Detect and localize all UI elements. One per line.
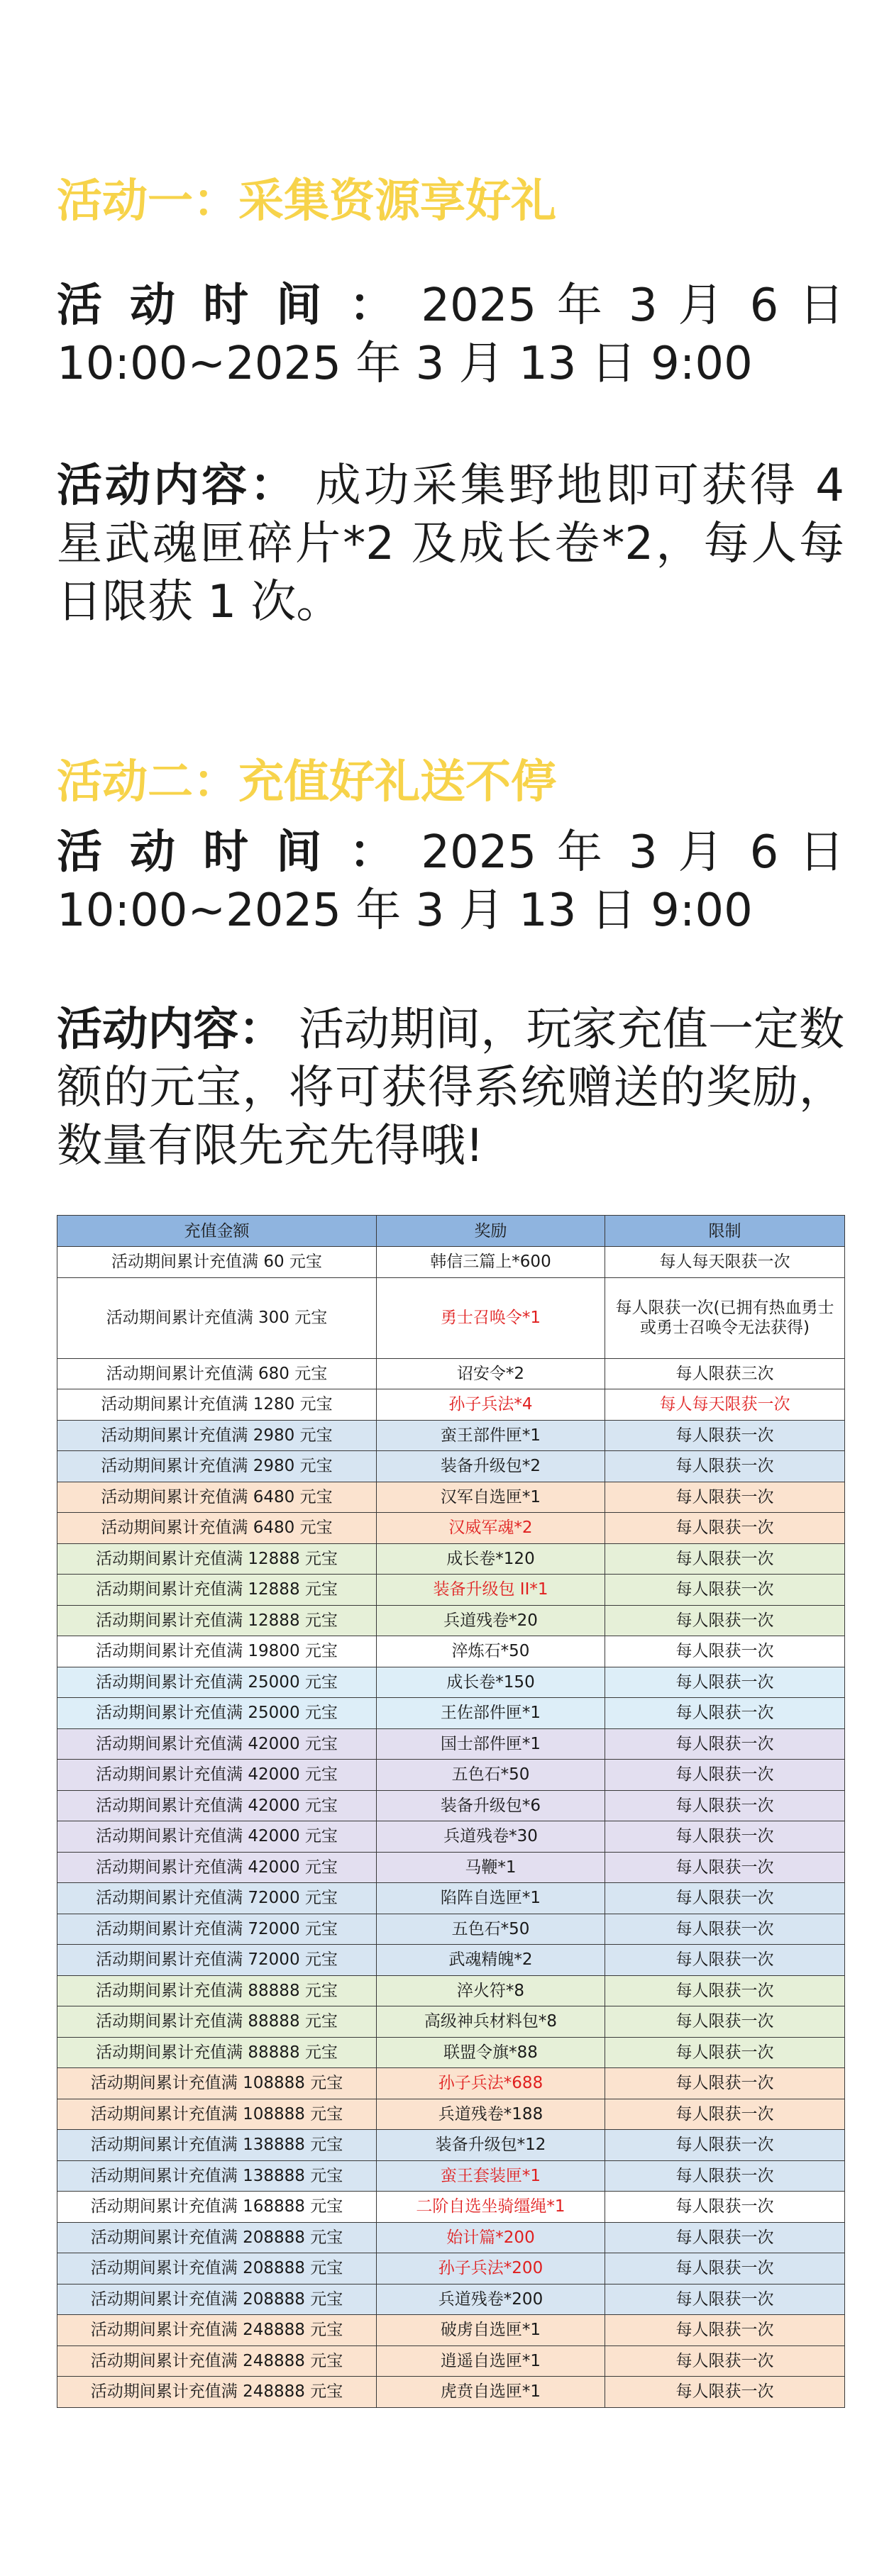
- limit-cell: 每人限获一次: [605, 1945, 845, 1976]
- table-row: [57, 1358, 845, 1389]
- limit-cell: 每人限获一次: [605, 1636, 845, 1667]
- limit-cell: 每人限获一次: [605, 2222, 845, 2253]
- limit-cell: 每人限获一次: [605, 2253, 845, 2284]
- reward-cell: 蛮王套装匣*1: [377, 2160, 605, 2192]
- header-limit: 限制: [605, 1216, 845, 1247]
- activity2-content-value: 活动期间，玩家充值一定数额的元宝，将可获得系统赠送的奖励，数量有限先充先得哦!: [57, 1004, 845, 1172]
- activity2-title: 活动二：充值好礼送不停: [57, 756, 556, 809]
- limit-cell: 每人限获一次: [605, 1575, 845, 1606]
- limit-cell: 每人限获一次: [605, 2377, 845, 2408]
- table-row: [57, 2160, 845, 2192]
- limit-cell: 每人限获三次: [605, 1358, 845, 1389]
- limit-cell: 每人限获一次: [605, 1605, 845, 1636]
- amount-cell: 活动期间累计充值满 88888 元宝: [57, 2037, 377, 2068]
- amount-cell: 活动期间累计充值满 168888 元宝: [57, 2192, 377, 2223]
- amount-cell: 活动期间累计充值满 248888 元宝: [57, 2377, 377, 2408]
- amount-cell: 活动期间累计充值满 72000 元宝: [57, 1883, 377, 1914]
- limit-cell: 每人限获一次: [605, 2192, 845, 2223]
- reward-cell: 逍遥自选匣*1: [377, 2345, 605, 2377]
- reward-cell: 装备升级包*12: [377, 2130, 605, 2161]
- reward-cell: 孙子兵法*4: [377, 1389, 605, 1421]
- amount-cell: 活动期间累计充值满 248888 元宝: [57, 2315, 377, 2346]
- amount-cell: 活动期间累计充值满 42000 元宝: [57, 1760, 377, 1791]
- amount-cell: 活动期间累计充值满 25000 元宝: [57, 1698, 377, 1729]
- limit-cell: 每人限获一次: [605, 2345, 845, 2377]
- limit-cell: 每人每天限获一次: [605, 1389, 845, 1421]
- table-row: [57, 1513, 845, 1544]
- limit-cell: 每人限获一次: [605, 1698, 845, 1729]
- limit-cell: 每人限获一次: [605, 1667, 845, 1698]
- table-row: [57, 1975, 845, 2006]
- amount-cell: 活动期间累计充值满 208888 元宝: [57, 2222, 377, 2253]
- limit-cell: 每人限获一次: [605, 2284, 845, 2315]
- table-row: [57, 1698, 845, 1729]
- reward-cell: 始计篇*200: [377, 2222, 605, 2253]
- amount-cell: 活动期间累计充值满 42000 元宝: [57, 1821, 377, 1853]
- activity2-time-value: 2025 年 3 月 6 日 10:00~2025 年 3 月 13 日 9:00: [57, 826, 845, 937]
- amount-cell: 活动期间累计充值满 42000 元宝: [57, 1790, 377, 1821]
- table-row: [57, 1575, 845, 1606]
- table-row: [57, 2192, 845, 2223]
- table-row: [57, 1667, 845, 1698]
- limit-cell: 每人限获一次: [605, 1883, 845, 1914]
- amount-cell: 活动期间累计充值满 72000 元宝: [57, 1945, 377, 1976]
- reward-cell: 汉军自选匣*1: [377, 1482, 605, 1513]
- table-row: [57, 2345, 845, 2377]
- amount-cell: 活动期间累计充值满 12888 元宝: [57, 1575, 377, 1606]
- reward-cell: 兵道残卷*20: [377, 1605, 605, 1636]
- amount-cell: 活动期间累计充值满 2980 元宝: [57, 1451, 377, 1482]
- reward-cell: 孙子兵法*200: [377, 2253, 605, 2284]
- amount-cell: 活动期间累计充值满 6480 元宝: [57, 1513, 377, 1544]
- amount-cell: 活动期间累计充值满 88888 元宝: [57, 2006, 377, 2038]
- reward-cell: 淬炼石*50: [377, 1636, 605, 1667]
- limit-cell: 每人限获一次: [605, 1914, 845, 1945]
- reward-cell: 汉威军魂*2: [377, 1513, 605, 1544]
- reward-cell: 兵道残卷*30: [377, 1821, 605, 1853]
- limit-cell: 每人限获一次: [605, 2315, 845, 2346]
- amount-cell: 活动期间累计充值满 138888 元宝: [57, 2160, 377, 2192]
- reward-cell: 装备升级包*2: [377, 1451, 605, 1482]
- table-row: [57, 1883, 845, 1914]
- table-body: [57, 1247, 845, 2408]
- reward-cell: 装备升级包*6: [377, 1790, 605, 1821]
- reward-cell: 蛮王部件匣*1: [377, 1420, 605, 1451]
- table-row: [57, 2315, 845, 2346]
- reward-cell: 成长卷*150: [377, 1667, 605, 1698]
- table-row: [57, 2130, 845, 2161]
- limit-cell: 每人限获一次: [605, 2037, 845, 2068]
- activity2-content: [57, 1001, 844, 1175]
- limit-cell: 每人限获一次: [605, 1728, 845, 1760]
- activity1-content-value: 成功采集野地即可获得 4 星武魂匣碎片*2 及成长卷*2，每人每日限获 1 次。: [57, 460, 845, 628]
- table-row: [57, 1543, 845, 1575]
- table-row: [57, 1420, 845, 1451]
- reward-cell: 陷阵自选匣*1: [377, 1883, 605, 1914]
- reward-cell: 淬火符*8: [377, 1975, 605, 2006]
- table-row: [57, 1605, 845, 1636]
- amount-cell: 活动期间累计充值满 12888 元宝: [57, 1543, 377, 1575]
- amount-cell: 活动期间累计充值满 19800 元宝: [57, 1636, 377, 1667]
- table-row: [57, 1760, 845, 1791]
- table-row: [57, 1451, 845, 1482]
- reward-cell: 孙子兵法*688: [377, 2068, 605, 2099]
- table-row: [57, 1728, 845, 1760]
- activity1-time-value: 2025 年 3 月 6 日 10:00~2025 年 3 月 13 日 9:00: [57, 279, 845, 390]
- amount-cell: 活动期间累计充值满 680 元宝: [57, 1358, 377, 1389]
- limit-cell: 每人限获一次: [605, 1420, 845, 1451]
- amount-cell: 活动期间累计充值满 12888 元宝: [57, 1605, 377, 1636]
- reward-cell: 破虏自选匣*1: [377, 2315, 605, 2346]
- limit-cell: 每人限获一次: [605, 1543, 845, 1575]
- rewards-table: [57, 1215, 845, 2408]
- table-row: [57, 2037, 845, 2068]
- header-reward: 奖励: [377, 1216, 605, 1247]
- reward-cell: 国士部件匣*1: [377, 1728, 605, 1760]
- reward-cell: 王佐部件匣*1: [377, 1698, 605, 1729]
- activity2-content-label: 活动内容：: [57, 1004, 285, 1056]
- table-row: [57, 1636, 845, 1667]
- limit-cell: 每人限获一次: [605, 1821, 845, 1853]
- amount-cell: 活动期间累计充值满 138888 元宝: [57, 2130, 377, 2161]
- amount-cell: 活动期间累计充值满 108888 元宝: [57, 2099, 377, 2130]
- amount-cell: 活动期间累计充值满 72000 元宝: [57, 1914, 377, 1945]
- reward-cell: 诏安令*2: [377, 1358, 605, 1389]
- limit-cell: 每人限获一次: [605, 1513, 845, 1544]
- amount-cell: 活动期间累计充值满 108888 元宝: [57, 2068, 377, 2099]
- limit-cell: 每人限获一次: [605, 1975, 845, 2006]
- amount-cell: 活动期间累计充值满 208888 元宝: [57, 2253, 377, 2284]
- amount-cell: 活动期间累计充值满 42000 元宝: [57, 1852, 377, 1883]
- amount-cell: 活动期间累计充值满 88888 元宝: [57, 1975, 377, 2006]
- table-row: [57, 1790, 845, 1821]
- table-row: [57, 1482, 845, 1513]
- amount-cell: 活动期间累计充值满 6480 元宝: [57, 1482, 377, 1513]
- activity1-time: [57, 277, 844, 393]
- table-row: [57, 1277, 845, 1358]
- table-row: [57, 1821, 845, 1853]
- table-row: [57, 2006, 845, 2038]
- limit-cell: 每人限获一次: [605, 2130, 845, 2161]
- limit-cell: 每人限获一次: [605, 1482, 845, 1513]
- table-row: [57, 1389, 845, 1421]
- limit-cell: 每人限获一次: [605, 1852, 845, 1883]
- reward-cell: 虎贲自选匣*1: [377, 2377, 605, 2408]
- reward-cell: 二阶自选坐骑缰绳*1: [377, 2192, 605, 2223]
- reward-cell: 马鞭*1: [377, 1852, 605, 1883]
- limit-cell: 每人限获一次: [605, 1760, 845, 1791]
- amount-cell: 活动期间累计充值满 25000 元宝: [57, 1667, 377, 1698]
- limit-cell: 每人限获一次: [605, 2068, 845, 2099]
- limit-cell: 每人每天限获一次: [605, 1247, 845, 1278]
- reward-cell: 兵道残卷*188: [377, 2099, 605, 2130]
- activity1-time-label: 活 动 时 间 ：: [57, 279, 401, 332]
- table-row: [57, 1247, 845, 1278]
- reward-cell: 五色石*50: [377, 1914, 605, 1945]
- amount-cell: 活动期间累计充值满 1280 元宝: [57, 1389, 377, 1421]
- activity1-content: [57, 457, 844, 631]
- activity2-time-label: 活 动 时 间 ：: [57, 826, 401, 879]
- table-row: [57, 1945, 845, 1976]
- reward-cell: 装备升级包 II*1: [377, 1575, 605, 1606]
- limit-cell: 每人限获一次: [605, 1790, 845, 1821]
- table-row: [57, 2099, 845, 2130]
- limit-cell: 每人限获一次: [605, 2160, 845, 2192]
- limit-cell: 每人限获一次: [605, 2099, 845, 2130]
- reward-cell: 五色石*50: [377, 1760, 605, 1791]
- amount-cell: 活动期间累计充值满 60 元宝: [57, 1247, 377, 1278]
- table-row: [57, 2253, 845, 2284]
- reward-cell: 联盟令旗*88: [377, 2037, 605, 2068]
- reward-cell: 兵道残卷*200: [377, 2284, 605, 2315]
- amount-cell: 活动期间累计充值满 42000 元宝: [57, 1728, 377, 1760]
- limit-cell: 每人限获一次: [605, 2006, 845, 2038]
- table-row: [57, 2068, 845, 2099]
- reward-cell: 勇士召唤令*1: [377, 1277, 605, 1358]
- reward-cell: 成长卷*120: [377, 1543, 605, 1575]
- activity1-title: 活动一：采集资源享好礼: [57, 175, 556, 228]
- amount-cell: 活动期间累计充值满 300 元宝: [57, 1277, 377, 1358]
- amount-cell: 活动期间累计充值满 208888 元宝: [57, 2284, 377, 2315]
- table-row: [57, 2377, 845, 2408]
- amount-cell: 活动期间累计充值满 2980 元宝: [57, 1420, 377, 1451]
- reward-cell: 高级神兵材料包*8: [377, 2006, 605, 2038]
- table-row: [57, 2284, 845, 2315]
- table-row: [57, 2222, 845, 2253]
- table-row: [57, 1914, 845, 1945]
- activity2-time: [57, 823, 844, 940]
- table-header-row: [57, 1216, 845, 1247]
- limit-cell: 每人限获一次(已拥有热血勇士或勇士召唤令无法获得): [605, 1277, 845, 1358]
- reward-cell: 韩信三篇上*600: [377, 1247, 605, 1278]
- limit-cell: 每人限获一次: [605, 1451, 845, 1482]
- amount-cell: 活动期间累计充值满 248888 元宝: [57, 2345, 377, 2377]
- reward-cell: 武魂精魄*2: [377, 1945, 605, 1976]
- activity1-content-label: 活动内容：: [57, 460, 299, 512]
- header-amount: 充值金额: [57, 1216, 377, 1247]
- table-row: [57, 1852, 845, 1883]
